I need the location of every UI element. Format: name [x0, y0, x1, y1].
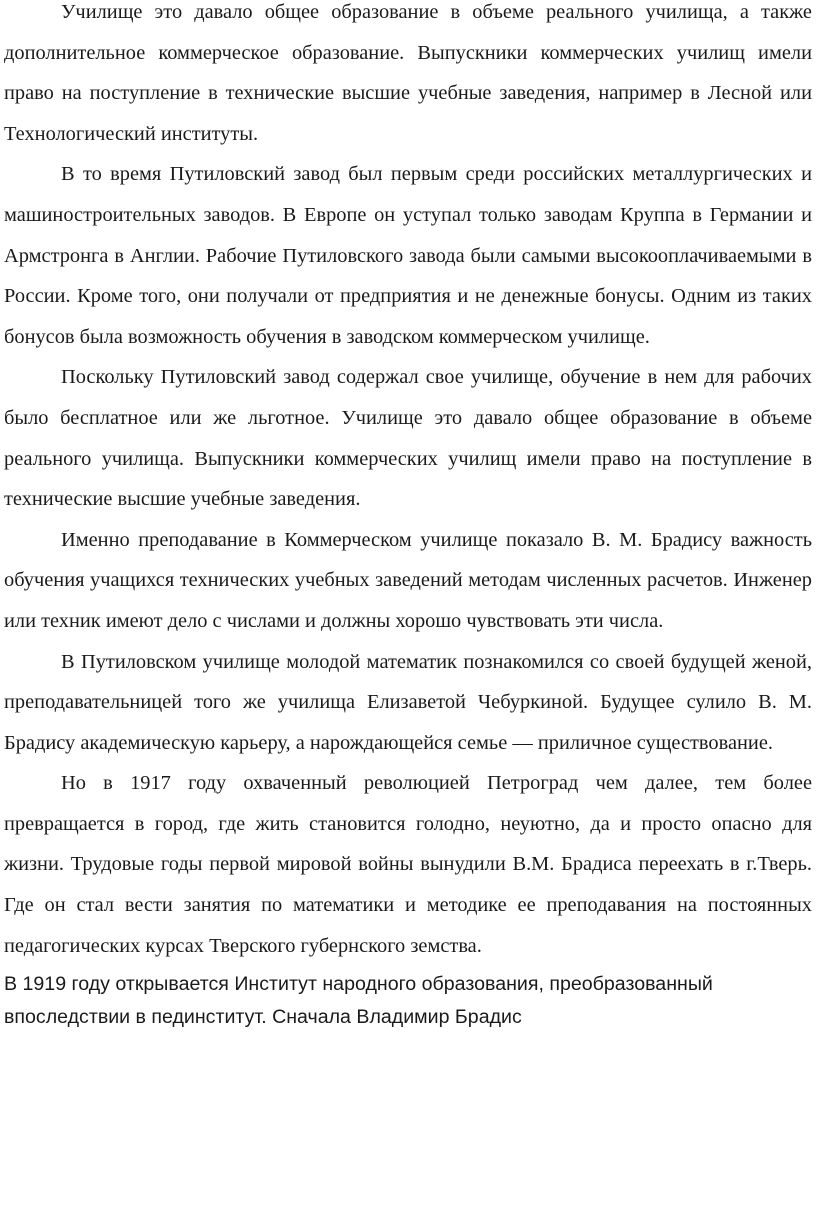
- paragraph: Но в 1917 году охваченный революцией Петроград чем далее, тем более превращается в город, где жить становится голодно, неуютно, да и просто опасно для жизни. Трудовые годы первой мировой войны вынудили В.М. Брадиса переехать в г.Тверь. Где он стал вести занятия по математики и методике ее преподавания на постоянных педагогических курсах Тверского губернского земства.: [4, 772, 812, 957]
- paragraph: В то время Путиловский завод был первым среди российских металлургических и машиностроительных заводов. В Европе он уступал только заводам Круппа в Германии и Армстронга в Англии. Рабочие Путиловского завода были самыми высокооплачиваемыми в России. Кроме того, они получали от предприятия и не денежные бонусы. Одним из таких бонусов была возможность обучения в заводском коммерческом училище.: [4, 163, 812, 348]
- paragraph: В Путиловском училище молодой математик познакомился со своей будущей женой, преподавательницей того же училища Елизаветой Чебуркиной. Будущее сулило В. М. Брадису академическую карьеру, а нарождающейся семье — приличное существование.: [4, 650, 812, 754]
- closing-text: [4, 968, 812, 1034]
- paragraph: Поскольку Путиловский завод содержал свое училище, обучение в нем для рабочих было бесплатное или же льготное. Училище это давало общее образование в объеме реального училища. Выпускники коммерческих училищ имели право на поступление в технические высшие учебные заведения.: [4, 366, 812, 511]
- paragraph: Училище это давало общее образование в объеме реального училища, а также дополнительное коммерческое образование. Выпускники коммерческих училищ имели право на поступление в технические высшие учебные заведения, например в Лесной или Технологический институты.: [4, 1, 812, 145]
- main-text: [4, 0, 812, 966]
- closing-paragraph: В 1919 году открывается Институт народного образования, преобразованный впоследствии в пединститут. Сначала Владимир Брадис: [4, 973, 713, 1029]
- paragraph: Именно преподавание в Коммерческом училище показало В. М. Брадису важность обучения учащихся технических учебных заведений методам численных расчетов. Инженер или техник имеют дело с числами и должны хорошо чувствовать эти числа.: [4, 528, 812, 632]
